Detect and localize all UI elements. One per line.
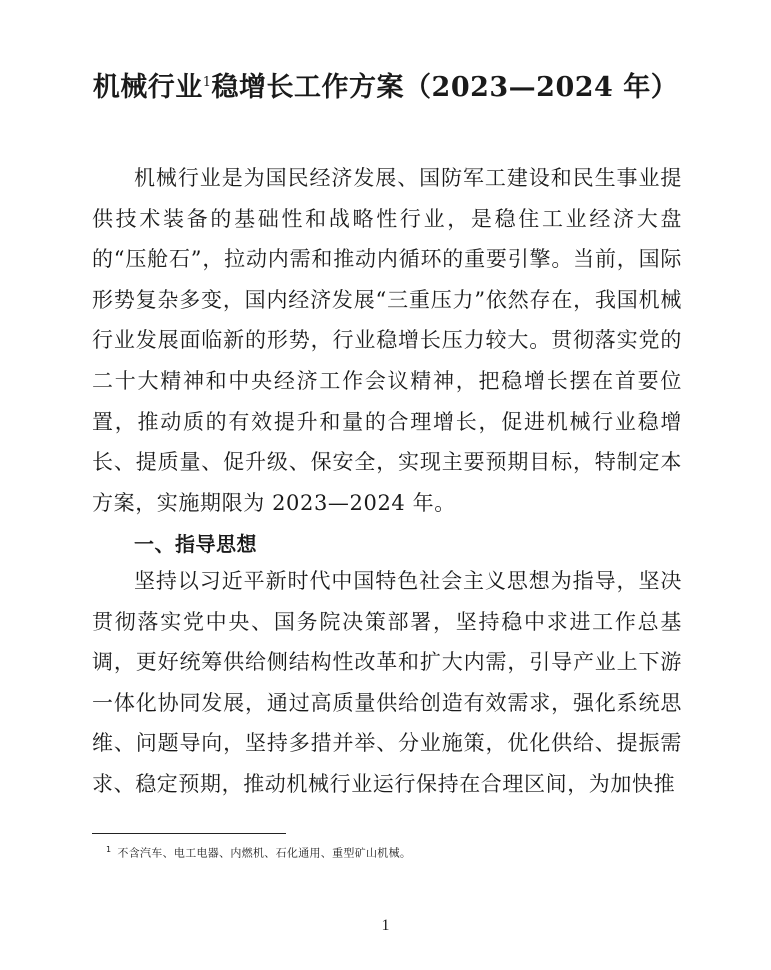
intro-paragraph: 机械行业是为国民经济发展、国防军工建设和民生事业提供技术装备的基础性和战略性行业，是稳住工业经济大盘的“压舱石”，拉动内需和推动内循环的重要引擎。当前，国际形势复杂多变，国内经济发展“三重压力”依然存在，我国机械行业发展面临新的形势，行业稳增长压力较大。贯彻落实党的二十大精神和中央经济工作会议精神，把稳增长摆在首要位置，推动质的有效提升和量的合理增长，促进机械行业稳增长、提质量、促升级、保安全，实现主要预期目标，特制定本方案，实施期限为 2023—2024 年。 [92, 166, 682, 515]
footnote [106, 842, 411, 862]
footnote-text: 不含汽车、电工电器、内燃机、石化通用、重型矿山机械。 [117, 846, 412, 860]
title-rest-text: 稳增长工作方案（2023—2024 年） [211, 72, 679, 103]
page-number: 1 [381, 917, 390, 934]
footnote-marker: 1 [106, 845, 112, 854]
title-main-text: 机械行业 [92, 72, 203, 103]
section-heading-guiding-ideology: 一、指导思想 [134, 532, 257, 556]
title-footnote-reference: 1 [202, 75, 212, 90]
document-title [0, 70, 771, 106]
footnote-separator [92, 833, 286, 834]
guiding-ideology-paragraph: 坚持以习近平新时代中国特色社会主义思想为指导，坚决贯彻落实党中央、国务院决策部署，坚持稳中求进工作总基调，更好统筹供给侧结构性改革和扩大内需，引导产业上下游一体化协同发展，通过高质量供给创造有效需求，强化系统思维、问题导向，坚持多措并举、分业施策，优化供给、提振需求、稳定预期，推动机械行业运行保持在合理区间，为加快推 [92, 569, 682, 796]
